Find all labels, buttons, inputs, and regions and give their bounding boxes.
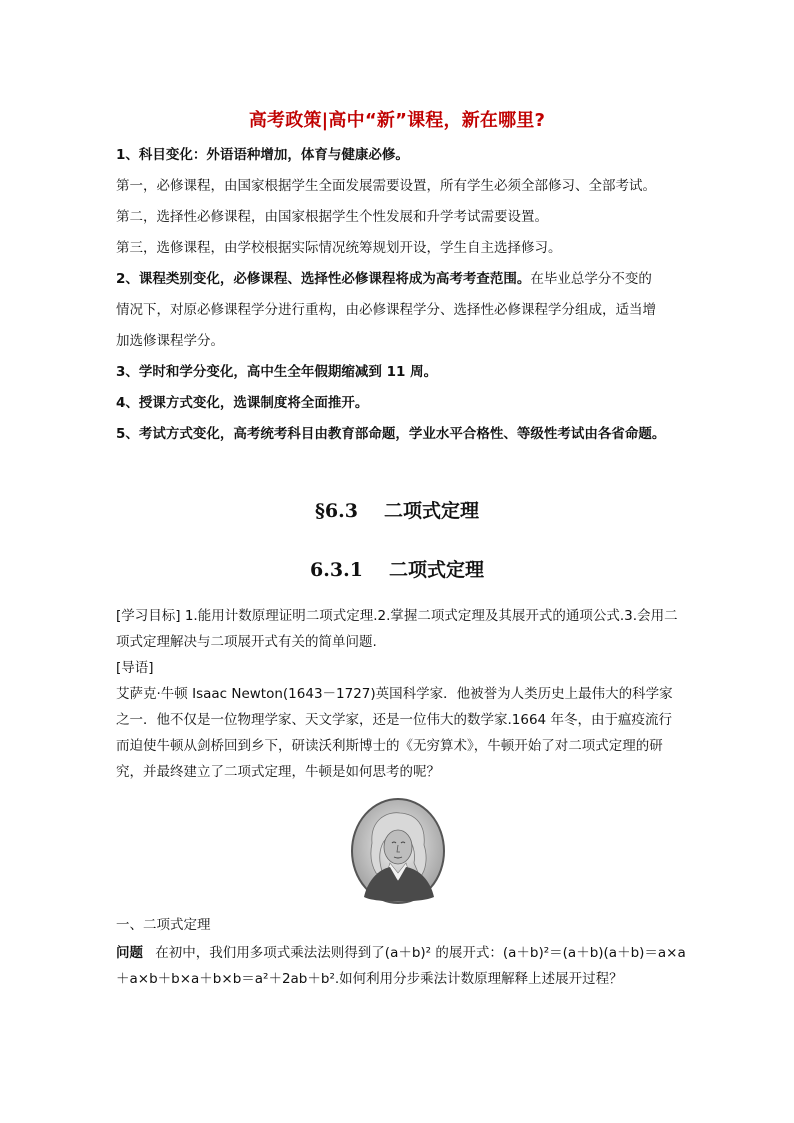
policy-item-1-first: 第一，必修课程，由国家根据学生全面发展需要设置，所有学生必须全部修习、全部考试。 bbox=[116, 178, 656, 194]
intro-text: 艾萨克·牛顿 Isaac Newton(1643－1727)英国科学家．他被誉为人类历史上最伟大的科学家之一．他不仅是一位物理学家、天文学家，还是一位伟大的数学家.1664 年冬，由于瘟疫流行而迫使牛顿从剑桥回到乡下，研读沃利斯博士的《无穷算术》，牛顿开始了对二项式定理的研究，并最终建立了二项式定理，牛顿是如何思考的呢？ bbox=[116, 686, 673, 780]
section-title: 二项式定理 bbox=[383, 500, 479, 522]
policy-item-2 bbox=[116, 270, 652, 288]
policy-item-5: 5、考试方式变化，高考统考科目由教育部命题，学业水平合格性、等级性考试由各省命题。 bbox=[116, 426, 666, 442]
policy-item-2-line3: 加选修课程学分。 bbox=[116, 333, 224, 349]
policy-item-1-second: 第二，选择性必修课程，由国家根据学生个性发展和升学考试需要设置。 bbox=[116, 209, 548, 225]
subsection-title: 二项式定理 bbox=[388, 559, 484, 581]
policy-item-2-bold: 2、课程类别变化，必修课程、选择性必修课程将成为高考考查范围。 bbox=[116, 271, 531, 287]
learning-goals-text: 1.能用计数原理证明二项式定理.2.掌握二项式定理及其展开式的通项公式.3.会用二项式定理解决与二项展开式有关的简单问题. bbox=[116, 608, 678, 650]
learning-goals bbox=[116, 603, 682, 655]
subsection-heading bbox=[0, 555, 794, 582]
part1-heading: 一、二项式定理 bbox=[116, 917, 211, 933]
policy-item-2-rest: 在毕业总学分不变的 bbox=[530, 271, 652, 287]
section-heading bbox=[0, 496, 794, 523]
policy-item-1: 1、科目变化：外语语种增加，体育与健康必修。 bbox=[116, 147, 409, 163]
policy-item-2-line2: 情况下，对原必修课程学分进行重构，由必修课程学分、选择性必修课程学分组成，适当增 bbox=[116, 302, 656, 318]
newton-portrait bbox=[350, 797, 446, 905]
subsection-number: 6.3.1 bbox=[310, 559, 363, 581]
learning-goals-label: [学习目标] bbox=[116, 608, 181, 624]
policy-title: 高考政策|高中“新”课程，新在哪里? bbox=[248, 110, 546, 131]
question-text-2: ＋a×b＋b×a＋b×b＝a²＋2ab＋b².如何利用分步乘法计数原理解释上述展开过程？ bbox=[116, 971, 623, 987]
question-line-1 bbox=[116, 944, 686, 962]
intro-label: [导语] bbox=[116, 660, 154, 676]
section-number: §6.3 bbox=[314, 500, 358, 522]
policy-item-4: 4、授课方式变化，选课制度将全面推开。 bbox=[116, 395, 369, 411]
policy-item-3: 3、学时和学分变化，高中生全年假期缩减到 11 周。 bbox=[116, 364, 438, 380]
question-text-1: 在初中，我们用多项式乘法法则得到了(a＋b)² 的展开式：(a＋b)²＝(a＋b)(a＋b)＝a×a bbox=[155, 945, 686, 961]
policy-item-1-third: 第三，选修课程，由学校根据实际情况统筹规划开设，学生自主选择修习。 bbox=[116, 240, 562, 256]
question-label: 问题 bbox=[116, 945, 143, 961]
